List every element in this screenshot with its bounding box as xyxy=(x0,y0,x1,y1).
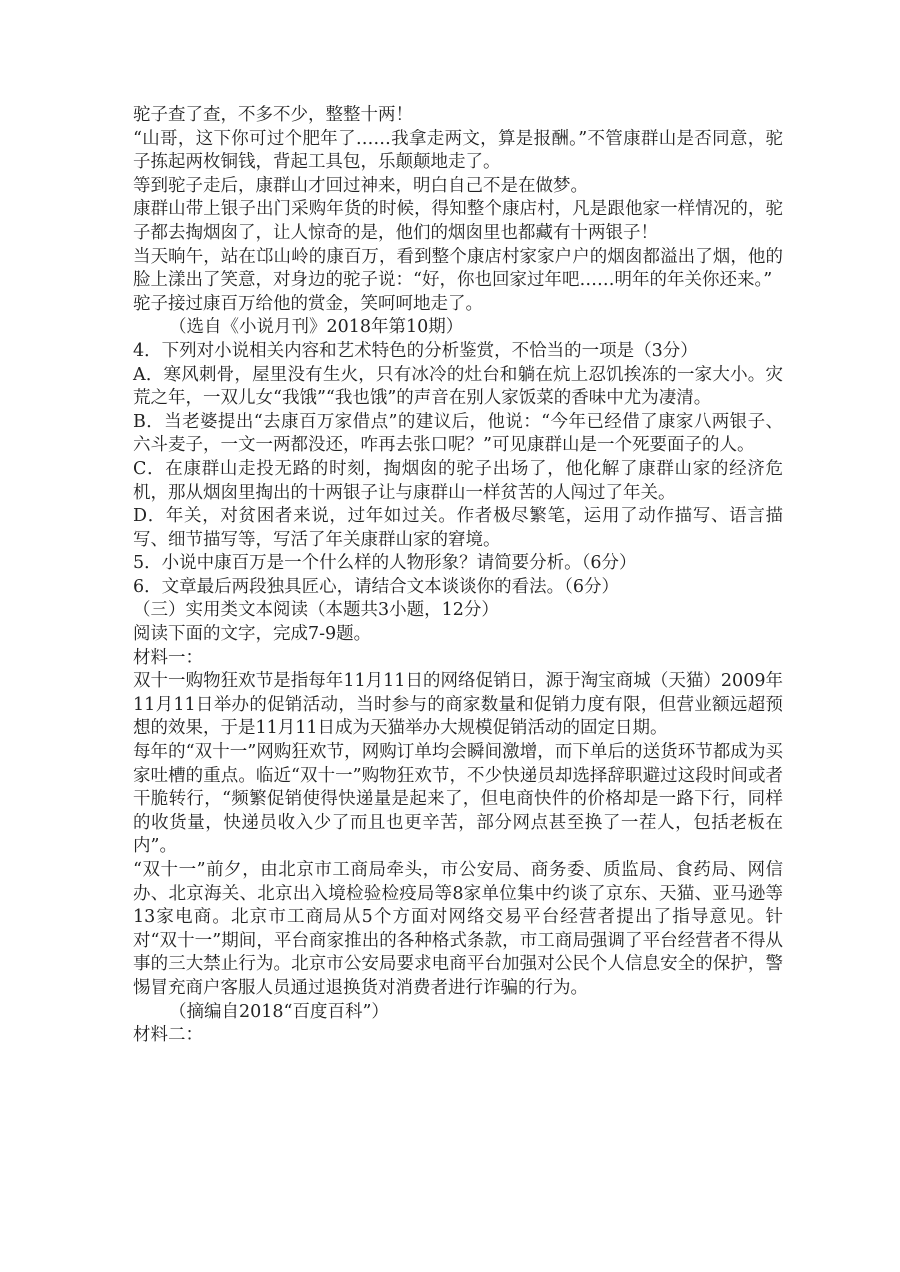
section-heading: （三）实用类文本阅读（本题共3小题，12分） xyxy=(133,600,499,621)
story-paragraph: 当天晌午，站在邙山岭的康百万，看到整个康店村家家户户的烟囱都溢出了烟，他的脸上漾出了笑意，对身边的驼子说：“好，你也回家过年吧……明年的年关你还来。” xyxy=(133,246,783,291)
story-paragraph: 康群山带上银子出门采购年货的时候，得知整个康店村，凡是跟他家一样情况的，驼子都去掏烟囱了，让人惊奇的是，他们的烟囱里也都藏有十两银子！ xyxy=(133,199,783,243)
story-paragraph: 等到驼子走后，康群山才回过神来，明白自己不是在做梦。 xyxy=(133,175,588,196)
story-paragraph: 驼子接过康百万给他的赏金，笑呵呵地走了。 xyxy=(133,293,483,314)
material-paragraph: 每年的“双十一”网购狂欢节，网购订单均会瞬间激增，而下单后的送货环节都成为买家吐槽的重点。临近“双十一”购物狂欢节，不少快递员却选择辞职避过这段时间或者干脆转行，“频繁促销使得快递量是起来了，但电商快件的价格却是一路下行，同样的收货量，快递员收入少了而且也更辛苦，部分网点甚至换了一茬人，包括老板在内”。 xyxy=(133,742,783,857)
material-one-label: 材料一： xyxy=(133,647,203,668)
story-paragraph: 驼子查了查，不多不少，整整十两！ xyxy=(133,105,413,125)
option-b: B．当老婆提出“去康百万家借点”的建议后，他说：“今年已经借了康家八两银子、六斗麦子，一文一两都没还，咋再去张口呢？”可见康群山是一个死要面子的人。 xyxy=(133,411,783,456)
option-c: C．在康群山走投无路的时刻，掏烟囱的驼子出场了，他化解了康群山家的经济危机，那从烟囱里掏出的十两银子让与康群山一样贫苦的人闯过了年关。 xyxy=(133,458,783,503)
document-page xyxy=(133,104,783,1048)
option-a: A．寒风刺骨，屋里没有生火，只有冰冷的灶台和躺在炕上忍饥挨冻的一家大小。灾荒之年，一双儿女“我饿”“我也饿”的声音在别人家饭菜的香味中尤为凄清。 xyxy=(133,364,783,409)
material-two-label: 材料二： xyxy=(133,1025,203,1046)
material-paragraph: 双十一购物狂欢节是指每年11月11日的网络促销日，源于淘宝商城（天猫）2009年11月11日举办的促销活动，当时参与的商家数量和促销力度有限，但营业额远超预想的效果，于是11月11日成为天猫举办大规模促销活动的固定日期。 xyxy=(133,671,783,739)
story-paragraph: “山哥，这下你可过个肥年了……我拿走两文，算是报酬。”不管康群山是否同意，驼子拣起两枚铜钱，背起工具包，乐颠颠地走了。 xyxy=(133,128,783,173)
question-4: 4．下列对小说相关内容和艺术特色的分析鉴赏，不恰当的一项是（3分） xyxy=(133,340,698,361)
option-d: D．年关，对贫困者来说，过年如过关。作者极尽繁笔，运用了动作描写、语言描写、细节描写等，写活了年关康群山家的窘境。 xyxy=(133,506,783,550)
material-paragraph: “双十一”前夕，由北京市工商局牵头，市公安局、商务委、质监局、食药局、网信办、北京海关、北京出入境检验检疫局等8家单位集中约谈了京东、天猫、亚马逊等13家电商。北京市工商局从5个方面对网络交易平台经营者提出了指导意见。针对“双十一”期间，平台商家推出的各种格式条款，市工商局强调了平台经营者不得从事的三大禁止行为。北京市公安局要求电商平台加强对公民个人信息安全的保护，警惕冒充商户客服人员通过退换货对消费者进行诈骗的行为。 xyxy=(133,860,783,998)
question-6: 6．文章最后两段独具匠心，请结合文本谈谈你的看法。（6分） xyxy=(133,576,620,597)
question-5: 5．小说中康百万是一个什么样的人物形象？请简要分析。（6分） xyxy=(133,553,637,574)
source-citation: （摘编自2018“百度百科”） xyxy=(169,1001,389,1022)
source-citation: （选自《小说月刊》2018年第10期） xyxy=(169,317,464,338)
section-instruction: 阅读下面的文字，完成7-9题。 xyxy=(133,624,372,645)
